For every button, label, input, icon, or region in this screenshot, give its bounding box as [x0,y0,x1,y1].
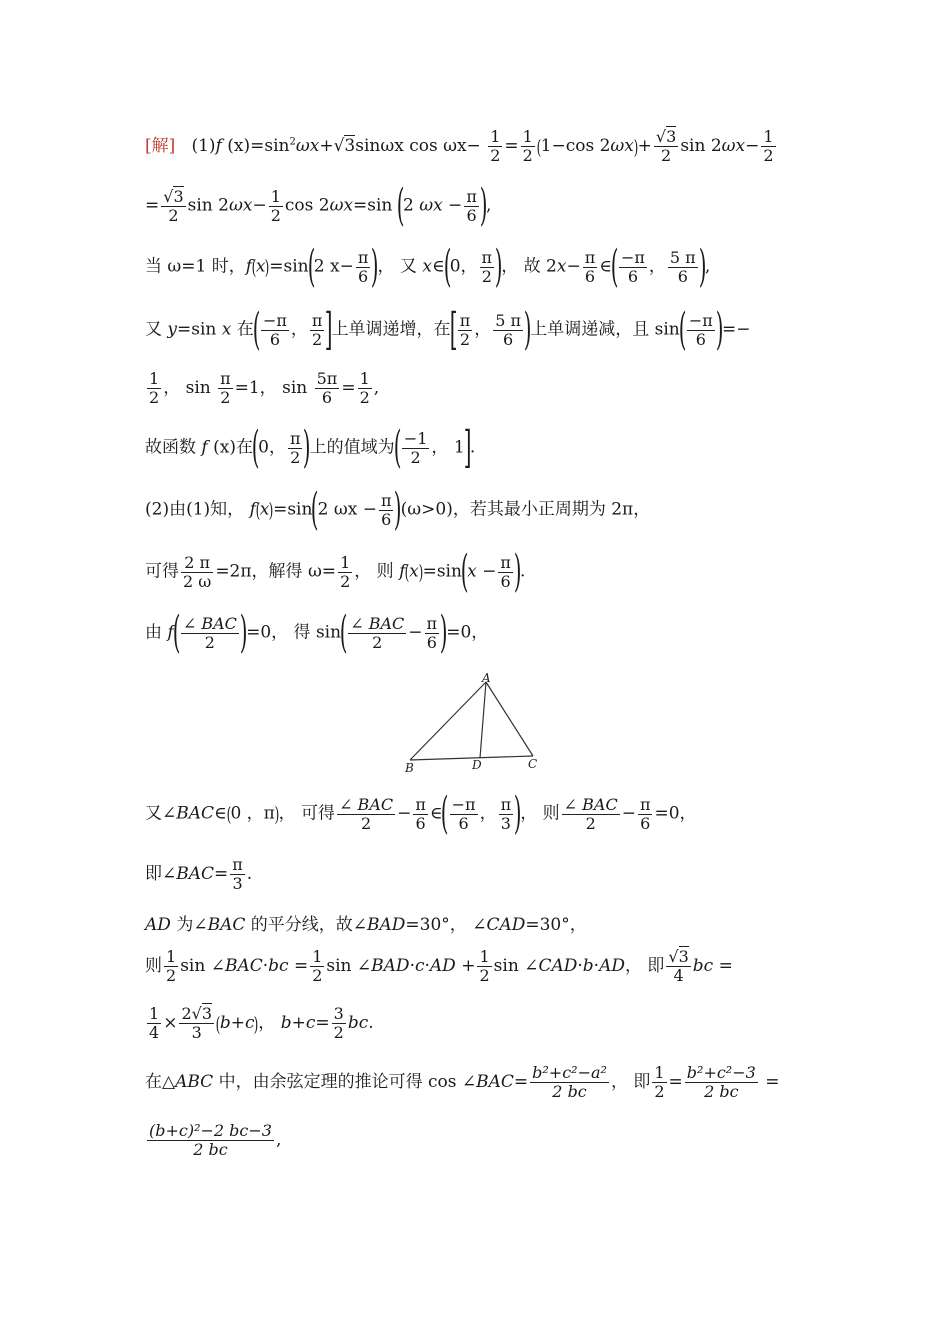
fraction: $\frac{-\pi}{6}$ [620,247,645,286]
fraction: $\frac{√3}{2}$ [655,127,677,165]
fraction: $\frac{3}{2}$ [333,1004,344,1042]
solution-line-11: 即∠BAC= $\frac{\pi}{3}$ . [145,855,253,893]
solution-line-1: [解] (1)f $(x)=\sin^2\omega x+√3\sin\omega x$ cos ωx− $\frac{1}{2}$ = $\frac{1}{2}$ (1−cos 2ωx)+ $\frac{√3}{2}$ sin 2ωx− $\frac{1}{2}$ [145,127,774,165]
fraction: $\frac{\pi}{2}$ [481,247,493,286]
fraction: $\frac{1}{2}$ [166,947,177,985]
solution-line-6: 故函数 f (x)在(0， $\frac{\pi}{2}$ )上的值域为( $\frac{-1}{2}$ ， 1]. [145,422,476,473]
fraction: $\frac{\text{∠ BAC}}{2}$ [182,613,237,652]
fraction: $\frac{\text{∠ BAC}}{2}$ [350,613,405,652]
fraction: $\frac{\text{b²+c²−a²}}{2 bc}$ [532,1063,607,1101]
fraction: $\frac{\pi}{6}$ [466,186,477,225]
solution-tag: [解] [145,136,176,156]
solution-line-2: = $\frac{√3}{2}$ sin 2ωx− $\frac{1}{2}$ cos 2ωx=sin (2 ωx − $\frac{\pi}{6}$ ), [145,180,492,231]
fraction: $\frac{1}{2}$ [149,369,160,407]
vertex-label-c: C [528,757,538,771]
solution-line-4: 又 y=sin x 在( $\frac{-\pi}{6}$ ， $\frac{\pi}{2}$ ]上单调递增，在[ $\frac{\pi}{2}$ ， $\frac{5 \pi}{6}$ )上单调递减，且 sin( $\frac{-\pi}{6}$ )=− [145,304,751,355]
fraction: $\frac{√3}{4}$ [668,947,689,985]
fraction: $\frac{1}{4}$ [149,1004,160,1042]
fraction: $\frac{\text{∠ BAC}}{2}$ [563,794,618,833]
solution-line-12: AD 为∠BAC 的平分线，故∠BAD=30°， ∠CAD=30°， [145,915,587,935]
fraction: $\frac{2√3}{3}$ [181,1004,213,1042]
fraction: $\frac{5 \pi}{6}$ [495,310,522,349]
fraction: $\frac{\pi}{2}$ [289,428,301,467]
solution-line-16: $\frac{\text{(b+c)²−2 bc−3}}{2 bc}$ , [149,1121,282,1159]
fraction: $\frac{1}{2}$ [479,947,490,985]
solution-line-5: $\frac{1}{2}$ ， sin $\frac{\pi}{2}$ =1， sin $\frac{5\pi}{6}$ = $\frac{1}{2}$ , [149,369,380,407]
solution-line-9: 由 f( $\frac{\text{∠ BAC}}{2}$ )=0， 得 sin( $\frac{\text{∠ BAC}}{2}$ − $\frac{\pi}{6}$ )=0， [145,607,489,658]
solution-line-3: 当 ω=1 时，f(x)=sin(2 x− $\frac{\pi}{6}$ )， 又 x∈(0， $\frac{\pi}{2}$ )， 故 2x− $\frac{\pi}{6}$ ∈( $\frac{-\pi}{6}$ ， $\frac{5 \pi}{6}$ ), [145,241,711,292]
fraction: $\frac{\pi}{3}$ [232,855,243,893]
fraction: $\frac{\pi}{6}$ [415,794,426,833]
fraction: $\frac{\pi}{6}$ [639,794,651,833]
fraction: $\frac{\pi}{6}$ [357,247,369,286]
solution-line-8: 可得 $\frac{2 \pi}{2 \omega}$ =2π，解得 ω= $\frac{1}{2}$ ， 则 f(x)=sin(x − $\frac{\pi}{6}$ ). [145,546,526,597]
fraction: $\frac{1}{2}$ [654,1063,665,1101]
fraction: $\frac{1}{2}$ [763,127,774,165]
solution-line-10: 又∠BAC∈(0 ，π)， 可得 $\frac{\text{∠ BAC}}{2}$ − $\frac{\pi}{6}$ ∈( $\frac{-\pi}{6}$ ， $\frac{\pi}{3}$ )， 则 $\frac{\text{∠ BAC}}{2}$ − $\frac{\pi}{6}$ =0， [145,788,697,839]
fraction: $\frac{\text{(b+c)²−2 bc−3}}{2 bc}$ [149,1121,272,1159]
triangle-figure [400,670,550,780]
vertex-label-a: A [482,671,491,685]
fraction: $\frac{2 \pi}{2 \omega}$ [183,552,212,591]
fraction: $\frac{-\pi}{6}$ [262,310,287,349]
solution-line-13: 则 $\frac{1}{2}$ sin ∠BAC·bc = $\frac{1}{2}$ sin ∠BAD·c·AD + $\frac{1}{2}$ sin ∠CAD·b·AD， 即 $\frac{√3}{4}$ bc = [145,947,733,985]
fraction: $\frac{\pi}{3}$ [500,794,512,833]
fraction: $\frac{\pi}{2}$ [459,310,471,349]
fraction: $\frac{\text{b²+c²−3}}{2 bc}$ [686,1063,756,1101]
solution-line-14: $\frac{1}{4}$ × $\frac{2√3}{3}$ (b+c)， b+c= $\frac{3}{2}$ bc. [149,1004,374,1042]
fraction: $\frac{\pi}{6}$ [500,552,511,591]
fraction: $\frac{1}{2}$ [490,127,501,165]
fraction: $\frac{1}{2}$ [270,186,281,225]
fraction: $\frac{1}{2}$ [312,947,323,985]
fraction: $\frac{-\pi}{6}$ [688,310,713,349]
fraction: $\frac{-1}{2}$ [403,428,428,467]
fraction: $\frac{√3}{2}$ [163,186,184,225]
fraction: $\frac{\pi}{6}$ [584,247,596,286]
fraction: $\frac{\pi}{6}$ [380,490,392,529]
fraction: $\frac{1}{2}$ [359,369,370,407]
fraction: $\frac{5 \pi}{6}$ [669,247,696,286]
fraction: $\frac{\text{∠ BAC}}{2}$ [339,794,394,833]
fraction: $\frac{5\pi}{6}$ [316,369,338,407]
fraction: $\frac{\pi}{6}$ [426,613,438,652]
fraction: $\frac{\pi}{2}$ [220,369,231,407]
fraction: $\frac{1}{2}$ [340,552,351,591]
solution-line-15: 在△ABC 中，由余弦定理的推论可得 cos ∠BAC= $\frac{\text{b²+c²−a²}}{2 bc}$ ， 即 $\frac{1}{2}$ = $\frac{\text{b²+c²−3}}{2 bc}$ = [145,1063,780,1101]
vertex-label-b: B [405,761,414,775]
solution-line-7: (2)由(1)知， f(x)=sin(2 ωx − $\frac{\pi}{6}$ )(ω>0)，若其最小正周期为 2π， [145,484,651,535]
fraction: $\frac{\pi}{2}$ [311,310,323,349]
vertex-label-d: D [472,758,482,772]
fraction: $\frac{1}{2}$ [522,127,533,165]
fraction: $\frac{-\pi}{6}$ [451,794,476,833]
